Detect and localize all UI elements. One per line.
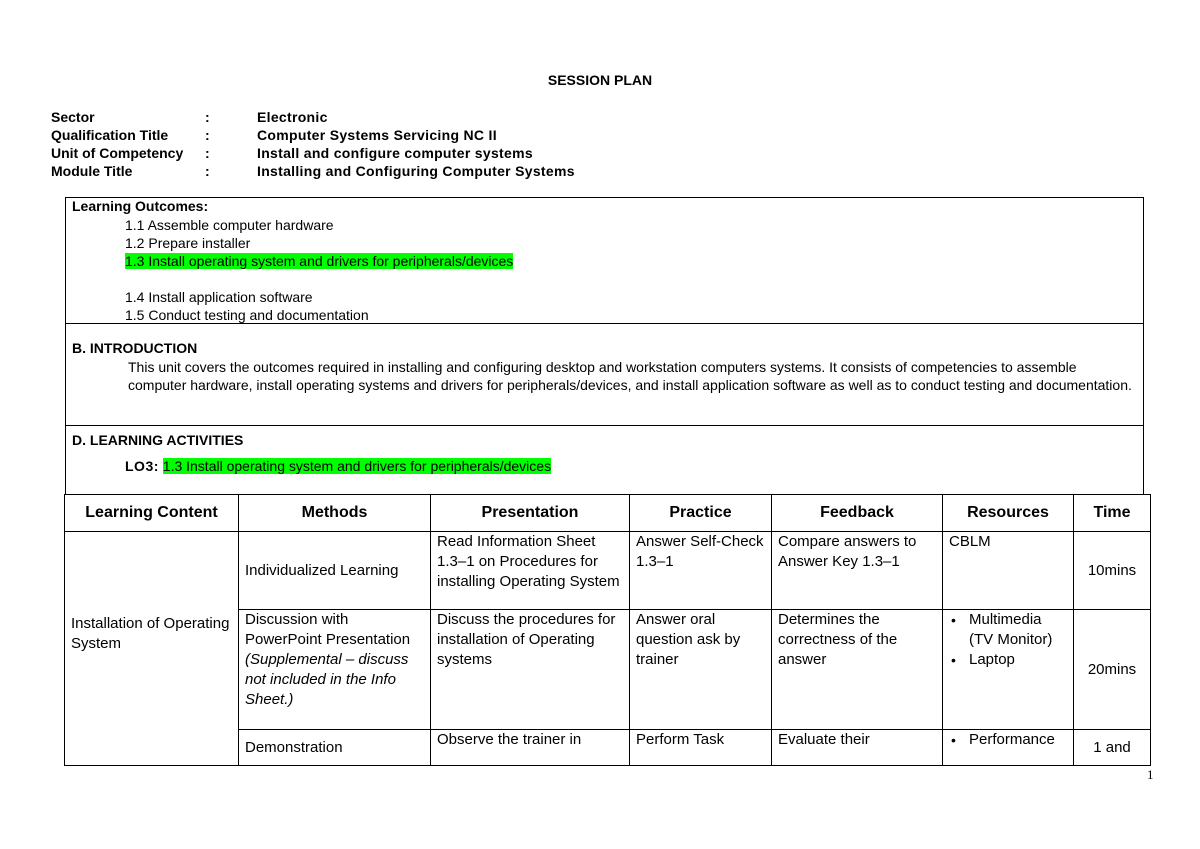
resource-item: • Laptop <box>969 650 1067 670</box>
time-cell <box>1074 610 1151 730</box>
resources-cell <box>943 730 1074 766</box>
practice-text: Answer oral question ask by trainer <box>636 611 741 668</box>
presentation-cell <box>431 610 630 730</box>
presentation-cell <box>431 730 630 766</box>
introduction-text: This unit covers the outcomes required in installing and configuring desktop and workstation computers systems. It consists of competencies to assemble computer hardware, install operating systems and drivers for peripherals/devices, and install application software as well as to conduct testing and documentation. <box>128 359 1132 393</box>
method-cell <box>239 610 431 730</box>
method-text: Individualized Learning <box>245 561 399 579</box>
meta-colon: : <box>205 109 210 125</box>
meta-label: Module Title <box>51 163 133 179</box>
introduction-section <box>65 323 1144 426</box>
learning-outcome-item: 1.2 Prepare installer <box>125 235 251 251</box>
meta-value: Computer Systems Servicing NC II <box>257 127 497 143</box>
learning-activities-section <box>65 425 1144 495</box>
presentation-text: Observe the trainer in <box>437 731 582 748</box>
column-header: Practice <box>630 495 772 532</box>
resources-list <box>949 730 1067 750</box>
page-number: 1 <box>1147 767 1154 782</box>
practice-cell <box>630 532 772 610</box>
meta-label: Unit of Competency <box>51 145 184 161</box>
method-text: Discussion with PowerPoint Presentation <box>245 611 411 648</box>
meta-value: Electronic <box>257 109 328 125</box>
feedback-cell <box>772 730 943 766</box>
learning-outcomes-list <box>125 216 513 324</box>
feedback-text: Compare answers to Answer Key 1.3–1 <box>778 533 917 570</box>
feedback-cell <box>772 610 943 730</box>
learning-content-text: Installation of Operating System <box>71 614 230 652</box>
presentation-text: Read Information Sheet 1.3–1 on Procedures for installing Operating System <box>437 533 620 590</box>
lo3-label: LO3: <box>125 458 159 474</box>
learning-outcome-item: 1.1 Assemble computer hardware <box>125 217 334 233</box>
time-cell <box>1074 730 1151 766</box>
practice-cell <box>630 610 772 730</box>
time-cell <box>1074 532 1151 610</box>
column-header: Time <box>1074 495 1151 532</box>
table-header-row <box>65 495 1151 532</box>
feedback-text: Determines the correctness of the answer <box>778 611 898 668</box>
time-text: 20mins <box>1087 660 1137 678</box>
method-note-text: (Supplemental – discuss not included in the Info Sheet.) <box>245 651 409 708</box>
resource-item: • Performance <box>969 730 1067 750</box>
learning-outcome-item: 1.5 Conduct testing and documentation <box>125 307 369 323</box>
column-header: Resources <box>943 495 1074 532</box>
meta-label: Sector <box>51 109 95 125</box>
lo3-line <box>125 458 551 474</box>
learning-outcomes-section <box>65 197 1144 324</box>
resource-item: • Multimedia (TV Monitor) <box>969 610 1067 650</box>
method-cell <box>239 730 431 766</box>
presentation-cell <box>431 532 630 610</box>
presentation-text: Discuss the procedures for installation of Operating systems <box>437 611 616 668</box>
learning-outcome-item-highlighted: 1.3 Install operating system and drivers for peripherals/devices <box>125 253 514 269</box>
resources-list <box>949 610 1067 670</box>
resources-cell <box>943 532 1074 610</box>
meta-colon: : <box>205 127 210 143</box>
learning-activities-heading: D. LEARNING ACTIVITIES <box>72 432 244 448</box>
lo3-text-highlighted: 1.3 Install operating system and drivers for peripherals/devices <box>162 458 552 474</box>
method-text: Demonstration <box>245 738 343 756</box>
column-header: Learning Content <box>65 495 239 532</box>
page-title: SESSION PLAN <box>547 72 653 88</box>
meta-colon: : <box>205 145 210 161</box>
learning-outcomes-heading: Learning Outcomes: <box>72 198 209 214</box>
practice-text: Perform Task <box>636 731 725 748</box>
learning-activities-table <box>64 494 1151 766</box>
practice-cell <box>630 730 772 766</box>
column-header: Feedback <box>772 495 943 532</box>
meta-value: Install and configure computer systems <box>257 145 533 161</box>
feedback-text: Evaluate their <box>778 731 870 748</box>
time-text: 10mins <box>1087 561 1137 579</box>
meta-colon: : <box>205 163 210 179</box>
column-header: Methods <box>239 495 431 532</box>
learning-content-cell <box>65 532 239 766</box>
feedback-cell <box>772 532 943 610</box>
column-header: Presentation <box>431 495 630 532</box>
introduction-heading: B. INTRODUCTION <box>72 340 198 356</box>
method-cell <box>239 532 431 610</box>
meta-value: Installing and Configuring Computer Systems <box>257 163 575 179</box>
learning-outcome-item: 1.4 Install application software <box>125 289 313 305</box>
practice-text: Answer Self-Check 1.3–1 <box>636 533 764 570</box>
meta-label: Qualification Title <box>51 127 169 143</box>
time-text: 1 and <box>1093 738 1131 756</box>
resources-cell <box>943 610 1074 730</box>
resource-text: CBLM <box>949 533 991 550</box>
table-row <box>65 532 1151 610</box>
